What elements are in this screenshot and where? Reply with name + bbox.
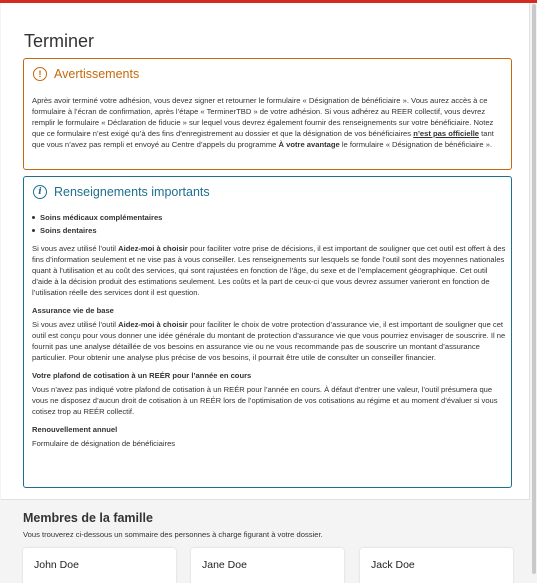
warnings-text-part: Après avoir terminé votre adhésion, vous devez signer et retourner le formulaire « Désignation de bénéficiaire ». Vous aurez accès à ce formulaire à l’écran de confirmation, après l’étape « TerminerTBD » de votre adhésion. Si vous adhérez au REER collectif, vous devrez remplir le formulaire « Déclaration de fiducie » sur lequel vous devrez également fournir des renseignements sur votre bénéficiaire. Notez que ce formulaire n’est exigé qu’à des fins d’enregistrement au dossier et que la désignation de vos bénéficiaires xyxy=(32,96,494,138)
warnings-text xyxy=(32,95,506,150)
coverage-list xyxy=(32,211,506,237)
family-members-title: Membres de la famille xyxy=(23,511,153,525)
warnings-header xyxy=(33,67,139,81)
rrsp-limit-heading: Votre plafond de cotisation à un REÉR pour l’année en cours xyxy=(32,371,252,380)
health-tool-paragraph xyxy=(32,243,506,298)
life-insurance-heading: Assurance vie de base xyxy=(32,306,114,315)
life-tool-paragraph xyxy=(32,319,506,363)
member-name: John Doe xyxy=(34,559,79,571)
member-name: Jack Doe xyxy=(371,559,415,571)
family-member-card[interactable] xyxy=(191,548,344,583)
list-item: Soins dentaires xyxy=(32,224,506,237)
scrollbar-thumb[interactable] xyxy=(532,4,536,574)
list-item: Soins médicaux complémentaires xyxy=(32,211,506,224)
paragraph-text: pour faciliter votre prise de décisions, il est important de souligner que cet outil est offert à des fins d’information seulement et ne vise pas à vous conseiller. Les renseignements sur lesquels se fonde l’outil sont des moyennes nationales quant à l’utilisation et au coût des services, qui sont rajustées en fonction de l’âge, du sexe et de l’emplacement géographique. Cet outil d’aide à la décision produit des estimations seulement. Les coûts et la part de ceux-ci que vous devrez assumer varieront en fonction de l’utilisation réelle des services dont il est question. xyxy=(32,244,506,297)
rrsp-limit-paragraph: Vous n’avez pas indiqué votre plafond de cotisation à un REÉR pour l’année en cours. À défaut d’entrer une valeur, l’outil présumera que vous ne disposez d’aucun droit de cotisation à un REÉR lors de l’optimisation de vos cotisations au régime et au moment d’évaluer si vous cotisez trop au REÉR collectif. xyxy=(32,385,498,416)
important-info-box xyxy=(23,176,512,488)
warnings-box xyxy=(23,58,512,170)
warnings-emphasis: n’est pas officielle xyxy=(413,129,480,138)
paragraph-text: Si vous avez utilisé l’outil xyxy=(32,320,119,329)
paragraph-text: pour faciliter le choix de votre protection d’assurance vie, il est important de souligner que cet outil est conçu pour vous donner une idée générale du montant de protection d’assurance vie que vous pourriez envisager de souscrire. Il ne fournit pas une analyse détaillée de vos besoins en assurance vie ou ne vous recommande pas de souscrire un montant d’assurance particulier. Pour obtenir une analyse plus précise de vos besoins, il pourrait être utile de consulter un conseiller financier. xyxy=(32,320,506,362)
warnings-title: Avertissements xyxy=(54,67,140,81)
important-info-title: Renseignements importants xyxy=(54,185,210,199)
family-member-card[interactable] xyxy=(360,548,513,583)
member-name: Jane Doe xyxy=(202,559,247,571)
important-info-header xyxy=(33,185,210,199)
warnings-text-part: tant que vous n’avez pas rempli et envoyé au Centre d’appels du programme xyxy=(32,129,494,149)
family-members-subtitle: Vous trouverez ci-dessous un sommaire des personnes à charge figurant à votre dossier. xyxy=(23,530,323,539)
tool-name: Aidez-moi à choisir xyxy=(118,320,188,329)
program-name: À votre avantage xyxy=(278,140,340,149)
paragraph-text: Si vous avez utilisé l’outil xyxy=(32,244,119,253)
exclamation-circle-icon: ! xyxy=(33,67,47,81)
family-member-card[interactable] xyxy=(23,548,176,583)
beneficiary-form-text: Formulaire de désignation de bénéficiaires xyxy=(32,439,176,448)
info-circle-icon: i xyxy=(33,185,47,199)
tool-name: Aidez-moi à choisir xyxy=(118,244,188,253)
important-info-body xyxy=(32,211,506,449)
warnings-text-part: le formulaire « Désignation de bénéficiaire ». xyxy=(339,140,493,149)
page-title: Terminer xyxy=(24,31,95,51)
annual-renewal-heading: Renouvellement annuel xyxy=(32,425,118,434)
